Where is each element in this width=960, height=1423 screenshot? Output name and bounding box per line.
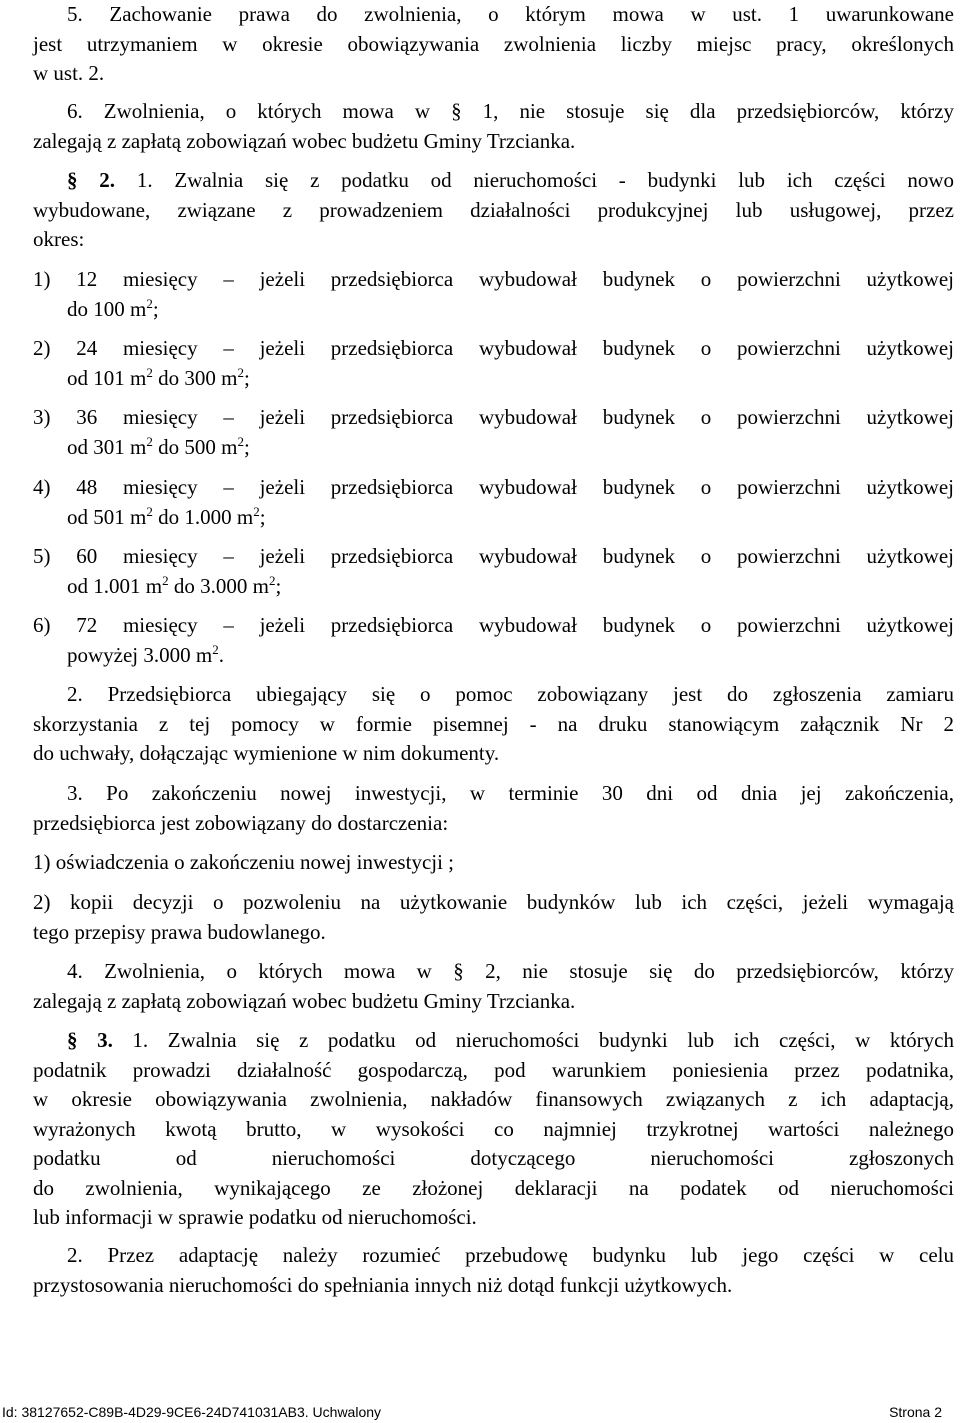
section-mark: § 2. [67, 168, 116, 192]
section-2-paragraph-3 [33, 779, 954, 838]
text-line: 3) 36 miesięcy – jeżeli przedsiębiorca wybudował budynek o powierzchni użytkowej [33, 405, 954, 429]
section-2-paragraph-2 [33, 680, 954, 769]
text-line: od 301 $m^2$ do 500 $m^2$; [67, 433, 250, 459]
page-number: Strona 2 [889, 1404, 942, 1420]
list-item [33, 403, 954, 462]
text-line: zalegają z zapłatą zobowiązań wobec budżetu Gminy Trzcianka. [33, 988, 576, 1013]
text-line: skorzystania z tej pomocy w formie pisemnej - na druku stanowiącym załącznik Nr 2 [33, 711, 954, 736]
list-item [33, 611, 954, 670]
paragraph-5 [33, 0, 954, 89]
paragraph-6 [33, 97, 954, 156]
text-line: 2) kopii decyzji o pozwoleniu na użytkowanie budynków lub ich części, jeżeli wymagają [33, 890, 954, 914]
text-line: do uchwały, dołączając wymienione w nim dokumenty. [33, 741, 500, 765]
text-line: tego przepisy prawa budowlanego. [33, 919, 326, 944]
text-line: 6) 72 miesięcy – jeżeli przedsiębiorca wybudował budynek o powierzchni użytkowej [33, 613, 954, 637]
text-line: od 1.001 $m^2$ do 3.000 $m^2$; [67, 572, 282, 598]
text-line: 5. Zachowanie prawa do zwolnienia, o którym mowa w ust. 1 uwarunkowane [67, 2, 954, 26]
text-line: podatku od nieruchomości dotyczącego nieruchomości zgłoszonych [33, 1146, 954, 1170]
text-line: § 2. 1. Zwalnia się z podatku od nieruchomości - budynki lub ich części nowo [67, 168, 955, 192]
text-line: 3. Po zakończeniu nowej inwestycji, w terminie 30 dni od dnia jej zakończenia, [67, 781, 954, 805]
page-footer [0, 1404, 960, 1423]
section-2-paragraph-4 [33, 957, 954, 1016]
section-mark: § 3. [67, 1028, 113, 1052]
text-line: 1) oświadczenia o zakończeniu nowej inwestycji ; [33, 850, 455, 874]
text-line: w ust. 2. [33, 61, 105, 85]
list-item [33, 848, 954, 878]
document-id: Id: 38127652-C89B-4D29-9CE6-24D741031AB3. Uchwalony [2, 1404, 382, 1420]
list-item [33, 265, 954, 324]
list-item [33, 473, 954, 532]
text-line: 5) 60 miesięcy – jeżeli przedsiębiorca wybudował budynek o powierzchni użytkowej [33, 544, 954, 568]
list-item [33, 334, 954, 393]
text-line: 1) 12 miesięcy – jeżeli przedsiębiorca wybudował budynek o powierzchni użytkowej [33, 267, 954, 291]
text-line: 2. Przez adaptację należy rozumieć przebudowę budynku lub jego części w celu [67, 1243, 954, 1267]
text-line: okres: [33, 227, 85, 251]
text-line: jest utrzymaniem w okresie obowiązywania zwolnienia liczby miejsc pracy, określonych [33, 31, 954, 56]
text-line: zalegają z zapłatą zobowiązań wobec budżetu Gminy Trzcianka. [33, 128, 576, 153]
text-line: lub informacji w sprawie podatku od nieruchomości. [33, 1205, 477, 1229]
text-line: 2) 24 miesięcy – jeżeli przedsiębiorca wybudował budynek o powierzchni użytkowej [33, 336, 954, 360]
text-line: przystosowania nieruchomości do spełniania innych niż dotąd funkcji użytkowych. [33, 1272, 733, 1297]
text-line: podatnik prowadzi działalność gospodarczą, pod warunkiem poniesienia przez podatnika, [33, 1057, 954, 1082]
text-line: do 100 $m^2$; [67, 295, 159, 321]
text-line: 2. Przedsiębiorca ubiegający się o pomoc zobowiązany jest do zgłoszenia zamiaru [67, 682, 954, 706]
text-line: do zwolnienia, wynikającego ze złożonej deklaracji na podatek od nieruchomości [33, 1175, 954, 1200]
section-3-paragraph-2 [33, 1241, 954, 1300]
section-2-paragraph-1 [33, 166, 954, 255]
section-3-paragraph-1 [33, 1026, 954, 1233]
text-line: 6. Zwolnienia, o których mowa w § 1, nie stosuje się dla przedsiębiorców, którzy [67, 99, 954, 123]
text-line: od 501 $m^2$ do 1.000 $m^2$; [67, 503, 266, 529]
list-item [33, 888, 954, 947]
text-line: 4) 48 miesięcy – jeżeli przedsiębiorca wybudował budynek o powierzchni użytkowej [33, 475, 954, 499]
text-line: wyrażonych kwotą brutto, w wysokości co najmniej trzykrotnej wartości należnego [33, 1116, 954, 1141]
text-line: przedsiębiorca jest zobowiązany do dostarczenia: [33, 810, 449, 835]
text-line: powyżej 3.000 $m^2$. [67, 641, 224, 667]
text-line: od 101 $m^2$ do 300 $m^2$; [67, 364, 250, 390]
text-line: § 3. 1. Zwalnia się z podatku od nieruchomości budynki lub ich części, w których [67, 1028, 954, 1052]
text-line: w okresie obowiązywania zwolnienia, nakładów finansowych związanych z ich adaptacją, [33, 1087, 954, 1111]
list-item [33, 542, 954, 601]
text-line: 4. Zwolnienia, o których mowa w § 2, nie stosuje się do przedsiębiorców, którzy [67, 959, 954, 983]
text-line: wybudowane, związane z prowadzeniem działalności produkcyjnej lub usługowej, przez [33, 197, 954, 222]
